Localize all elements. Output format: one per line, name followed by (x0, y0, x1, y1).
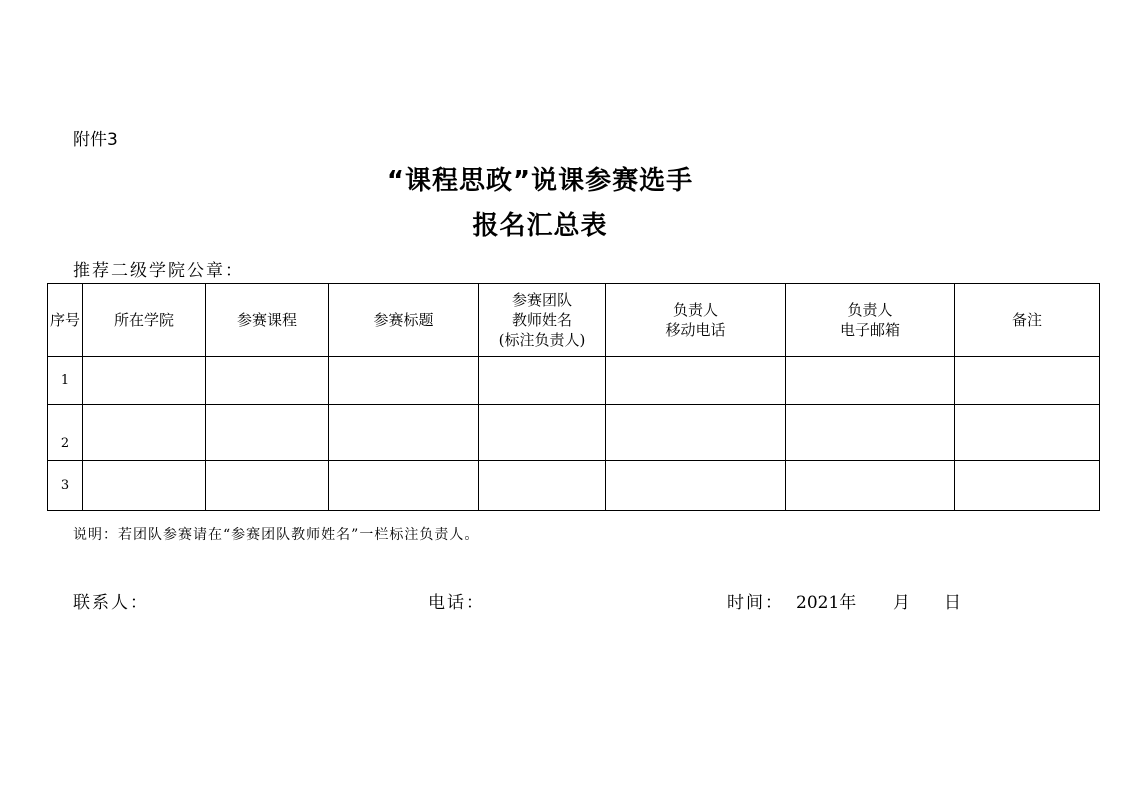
cell-leader-mobile[interactable] (606, 461, 786, 511)
cell-course[interactable] (206, 461, 329, 511)
cell-topic[interactable] (329, 461, 479, 511)
table-header-row (48, 284, 1100, 357)
header-topic: 参赛标题 (329, 284, 479, 357)
table-row (48, 405, 1100, 461)
header-mobile-line1: 负责人 (672, 301, 718, 319)
cell-topic[interactable] (329, 405, 479, 461)
table-row (48, 357, 1100, 405)
cell-college[interactable] (83, 357, 206, 405)
row-seq: 2 (48, 405, 83, 461)
day-label: 日 (944, 593, 963, 613)
cell-remarks[interactable] (955, 405, 1100, 461)
table-note: 说明：若团队参赛请在“参赛团队教师姓名”一栏标注负责人。 (73, 527, 480, 543)
cell-remarks[interactable] (955, 461, 1100, 511)
row-seq: 1 (48, 357, 83, 405)
contact-person-label: 联系人： (73, 593, 149, 613)
cell-leader-mobile[interactable] (606, 405, 786, 461)
table-row (48, 461, 1100, 511)
header-leader-email (786, 284, 955, 357)
cell-leader-email[interactable] (786, 357, 955, 405)
header-course: 参赛课程 (206, 284, 329, 357)
cell-leader-mobile[interactable] (606, 357, 786, 405)
header-college: 所在学院 (83, 284, 206, 357)
month-label: 月 (893, 593, 912, 613)
cell-course[interactable] (206, 357, 329, 405)
registration-table (47, 283, 1100, 511)
header-email-line1: 负责人 (847, 301, 893, 319)
header-team-teachers (479, 284, 606, 357)
header-remarks: 备注 (955, 284, 1100, 357)
year-label: 2021年 (796, 593, 857, 613)
phone-label: 电话： (428, 593, 485, 613)
cell-team-teachers[interactable] (479, 461, 606, 511)
row-seq: 3 (48, 461, 83, 511)
cell-remarks[interactable] (955, 357, 1100, 405)
cell-topic[interactable] (329, 357, 479, 405)
header-team-line2: 教师姓名 (511, 311, 572, 329)
cell-college[interactable] (83, 405, 206, 461)
attachment-label: 附件3 (73, 130, 118, 150)
header-seq: 序号 (48, 284, 83, 357)
header-team-line3: (标注负责人) (498, 331, 586, 349)
college-seal-label: 推荐二级学院公章： (73, 261, 244, 281)
page-title-line1: “课程思政”说课参赛选手 (386, 166, 694, 196)
cell-college[interactable] (83, 461, 206, 511)
header-team-line1: 参赛团队 (511, 291, 572, 309)
cell-team-teachers[interactable] (479, 405, 606, 461)
header-email-line2: 电子邮箱 (839, 321, 900, 339)
header-mobile-line2: 移动电话 (665, 321, 726, 339)
time-label: 时间： (727, 593, 784, 613)
page-title-line2: 报名汇总表 (472, 211, 608, 241)
cell-course[interactable] (206, 405, 329, 461)
cell-team-teachers[interactable] (479, 357, 606, 405)
header-leader-mobile (606, 284, 786, 357)
cell-leader-email[interactable] (786, 405, 955, 461)
cell-leader-email[interactable] (786, 461, 955, 511)
